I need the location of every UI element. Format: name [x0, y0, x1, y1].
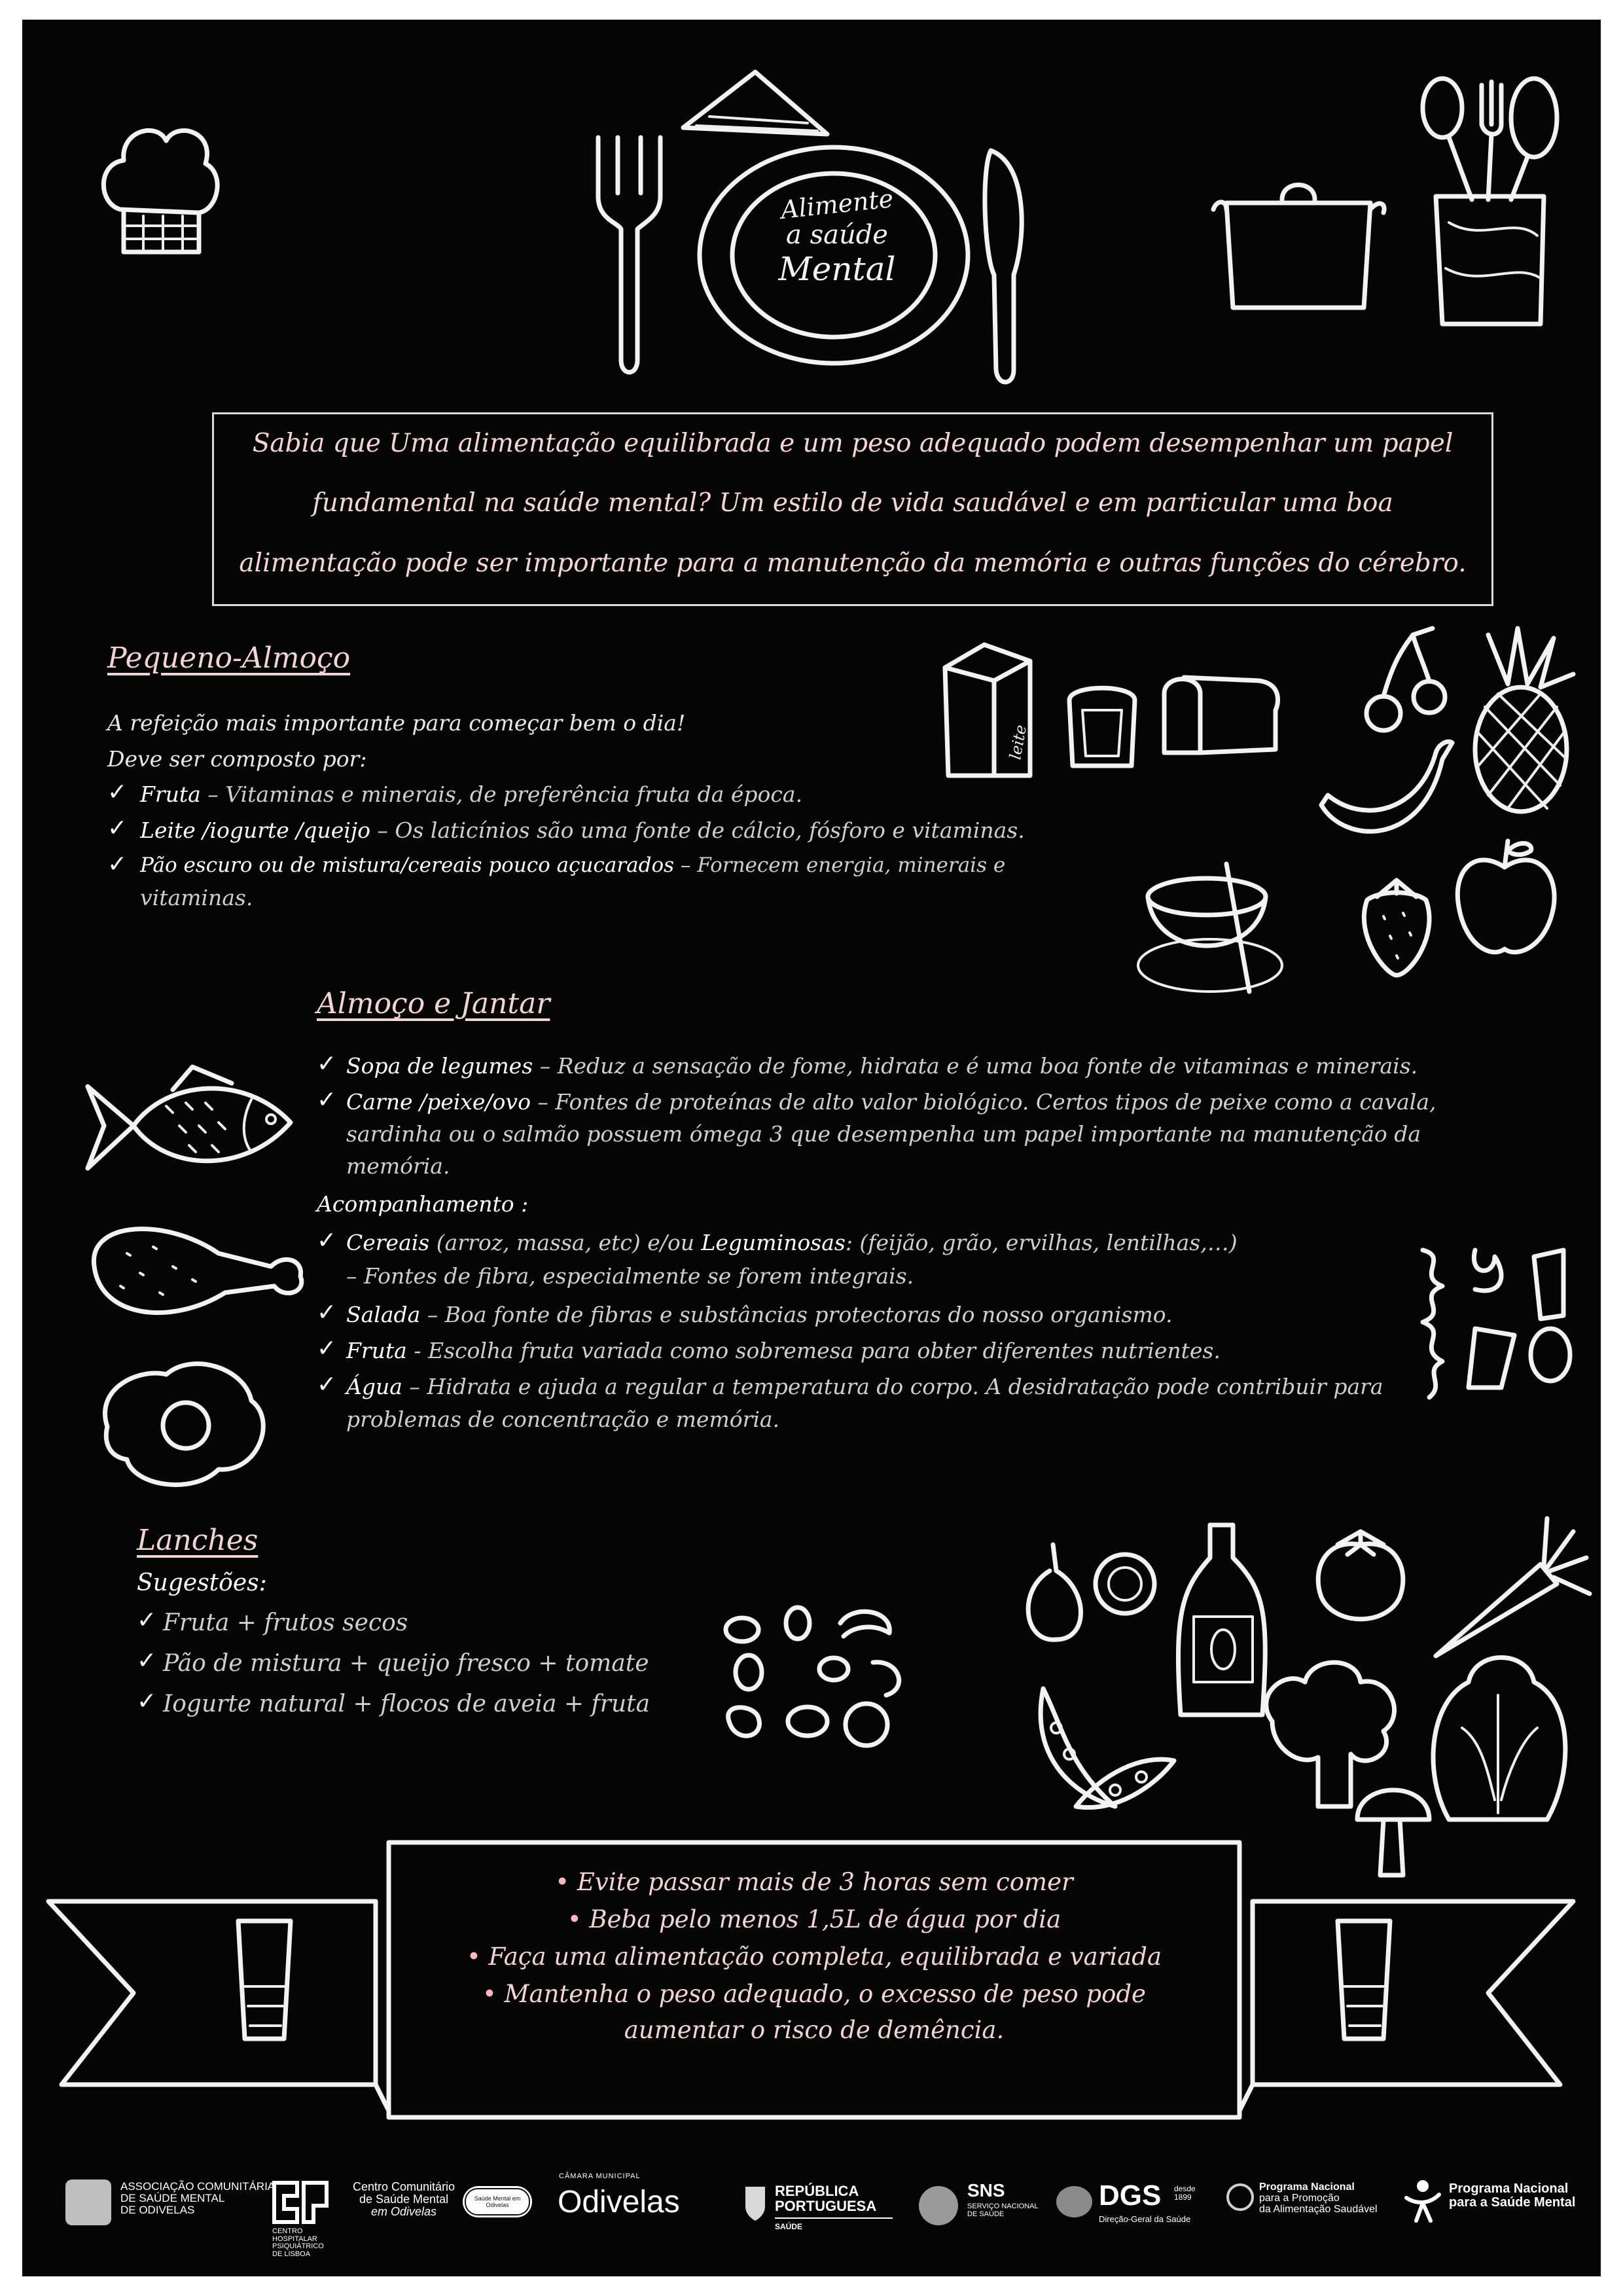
snack-item-1: Fruta + frutos secos	[163, 1609, 408, 1636]
chpl-logo-text: CENTRO HOSPITALAR PSIQUIÁTRICO DE LISBOA	[272, 2227, 324, 2258]
republica-crest-icon	[742, 2183, 768, 2223]
intro-line-1: Sabia que Uma alimentação equilibrada e um peso adequado podem desempenhar um papel	[252, 429, 1454, 458]
toast-icon	[1056, 681, 1148, 772]
cm-small-text: CÂMARA MUNICIPAL	[559, 2172, 641, 2180]
odivelas-logo-text: Odivelas	[558, 2185, 680, 2219]
check-icon: ✓	[107, 851, 128, 878]
check-icon: ✓	[317, 1299, 337, 1326]
chef-hat-icon	[94, 111, 225, 268]
milk-carton-icon	[932, 635, 1043, 785]
check-icon: ✓	[137, 1607, 157, 1634]
check-icon: ✓	[317, 1086, 337, 1113]
tip-1: • Evite passar mais de 3 horas sem comer	[555, 1868, 1073, 1896]
pnsm-logo-text: Programa Nacional para a Saúde Mental	[1449, 2181, 1576, 2210]
snacks-label: Sugestões:	[137, 1570, 267, 1596]
check-icon: ✓	[107, 815, 128, 842]
tip-4: • Mantenha o peso adequado, o excesso de peso pode	[482, 1980, 1146, 2008]
intro-line-2: fundamental na saúde mental? Um estilo de vida saudável e em particular uma boa	[312, 488, 1393, 518]
plate-line-2: a saúde	[786, 220, 888, 250]
chalkboard-poster	[22, 20, 1601, 2276]
snack-item-3: Iogurte natural + flocos de aveia + fruta	[163, 1691, 651, 1717]
check-icon: ✓	[317, 1371, 337, 1398]
lunch-cereals: Cereais (arroz, massa, etc) e/ou Leguminosas: (feijão, grão, ervilhas, lentilhas,…)	[346, 1230, 1238, 1255]
check-icon: ✓	[317, 1227, 337, 1254]
fork-icon	[585, 124, 670, 386]
lunch-item-2-cont-2: memória.	[346, 1153, 450, 1179]
check-icon: ✓	[107, 779, 128, 806]
lunch-salad: Salada – Boa fonte de fibras e substâncias protectoras do nosso organismo.	[346, 1302, 1173, 1327]
tip-2: • Beba pelo menos 1,5L de água por dia	[567, 1905, 1061, 1933]
lunch-item-1: Sopa de legumes – Reduz a sensação de fome, hidrata e é uma boa fonte de vitaminas e minerais.	[346, 1053, 1418, 1079]
tip-4-cont: aumentar o risco de demência.	[624, 2016, 1005, 2044]
lunch-item-2: Carne /peixe/ovo – Fontes de proteínas de alto valor biológico. Certos tipos de peixe como a cavala,	[346, 1089, 1436, 1115]
republica-divider	[775, 2217, 893, 2219]
snack-item-2: Pão de mistura + queijo fresco + tomate	[163, 1650, 649, 1677]
cherries-icon	[1357, 622, 1455, 746]
lunch-water: Água – Hidrata e ajuda a regular a temperatura do corpo. A desidratação pode contribuir para	[346, 1374, 1383, 1399]
strawberry-icon	[1351, 870, 1442, 982]
milk-label: leite	[1006, 723, 1031, 761]
footer-logos	[22, 2140, 1601, 2271]
dgs-logo-icon	[1056, 2186, 1092, 2217]
plate-line-1: Alimente	[779, 184, 895, 224]
sns-sub-text: SERVIÇO NACIONAL DE SAÚDE	[967, 2202, 1039, 2218]
lunch-title: Almoço e Jantar	[317, 987, 550, 1020]
lunch-item-2-cont-1: sardinha ou o salmão possuem ómega 3 que desempenha um papel importante na manutenção da	[346, 1121, 1421, 1147]
breakfast-item-3: Pão escuro ou de mistura/cereais pouco açucarados – Fornecem energia, minerais e	[140, 853, 1006, 877]
bread-loaf-icon	[1154, 668, 1285, 766]
chicken-leg-icon	[75, 1208, 317, 1332]
breakfast-item-1: Fruta – Vitaminas e minerais, de preferência fruta da época.	[140, 781, 803, 807]
tomato-icon	[1305, 1518, 1416, 1630]
sns-logo-icon	[919, 2186, 958, 2225]
dgs-since-text: desde 1899	[1174, 2184, 1196, 2202]
plate-title	[762, 184, 912, 288]
intro-box	[212, 412, 1493, 606]
pea-pods-icon	[1030, 1676, 1181, 1826]
napkin-icon	[677, 65, 834, 144]
check-icon: ✓	[317, 1050, 337, 1077]
lunch-water-cont: problemas de concentração e memória.	[346, 1407, 780, 1432]
sns-logo-text: SNS	[967, 2180, 1005, 2200]
dgs-logo-text: DGS	[1099, 2179, 1162, 2212]
intro-line-3: alimentação pode ser importante para a manutenção da memória e outras funções do cérebro.	[239, 548, 1467, 578]
breakfast-item-3-cont: vitaminas.	[140, 885, 253, 910]
fried-egg-icon	[88, 1348, 277, 1499]
breakfast-item-2: Leite /iogurte /queijo – Os laticínios são uma fonte de cálcio, fósforo e vitaminas.	[140, 817, 1025, 843]
lettuce-icon	[1423, 1643, 1573, 1833]
lunch-cereals-cont: – Fontes de fibra, especialmente se forem integrais.	[346, 1263, 914, 1289]
pnpas-logo-icon	[1226, 2183, 1254, 2211]
onion-garlic-icon	[1010, 1532, 1168, 1662]
breakfast-lead-2: Deve ser composto por:	[107, 746, 367, 772]
ccsm-logo-text: Centro Comunitário de Saúde Mental em Odivelas	[353, 2180, 455, 2218]
breakfast-title: Pequeno-Almoço	[107, 641, 351, 675]
cooking-pot-icon	[1207, 164, 1390, 321]
nuts-icon	[709, 1597, 925, 1761]
chpl-logo-icon	[271, 2179, 330, 2225]
tips-panel	[389, 1852, 1240, 2114]
tip-3: • Faça uma alimentação completa, equilibrada e variada	[466, 1943, 1162, 1971]
cereal-bowl-icon	[1135, 851, 1292, 1001]
apple-icon	[1449, 831, 1560, 962]
fish-icon	[75, 1054, 310, 1198]
republica-logo-text: REPÚBLICA PORTUGUESA	[775, 2183, 877, 2215]
lunch-fruit: Fruta - Escolha fruta variada como sobremesa para obter diferentes nutrientes.	[346, 1338, 1221, 1363]
pasta-icon	[1410, 1237, 1586, 1420]
check-icon: ✓	[137, 1647, 157, 1674]
pineapple-icon	[1449, 622, 1586, 818]
check-icon: ✓	[317, 1335, 337, 1362]
pnpas-logo-text: Programa Nacional para a Promoção da Alimentação Saudável	[1259, 2181, 1378, 2215]
banana-icon	[1311, 733, 1462, 857]
ccsm-badge: Saúde Mental em Odivelas	[463, 2186, 532, 2217]
utensil-holder-icon	[1403, 72, 1573, 334]
dgs-sub-text: Direção-Geral da Saúde	[1099, 2214, 1191, 2224]
acsm-logo-text: ASSOCIAÇÃO COMUNITÁRIA DE SAÚDE MENTAL DE ODIVELAS	[120, 2180, 276, 2216]
knife-icon	[965, 144, 1043, 393]
plate-line-3: Mental	[778, 250, 896, 288]
pnsm-logo-icon	[1403, 2178, 1442, 2224]
snacks-title: Lanches	[137, 1524, 259, 1557]
republica-sub-text: SAÚDE	[775, 2222, 803, 2231]
accompaniment-label: Acompanhamento :	[317, 1191, 529, 1217]
breakfast-lead-1: A refeição mais importante para começar bem o dia!	[107, 710, 686, 736]
check-icon: ✓	[137, 1688, 157, 1715]
acsm-logo-icon	[65, 2179, 111, 2225]
